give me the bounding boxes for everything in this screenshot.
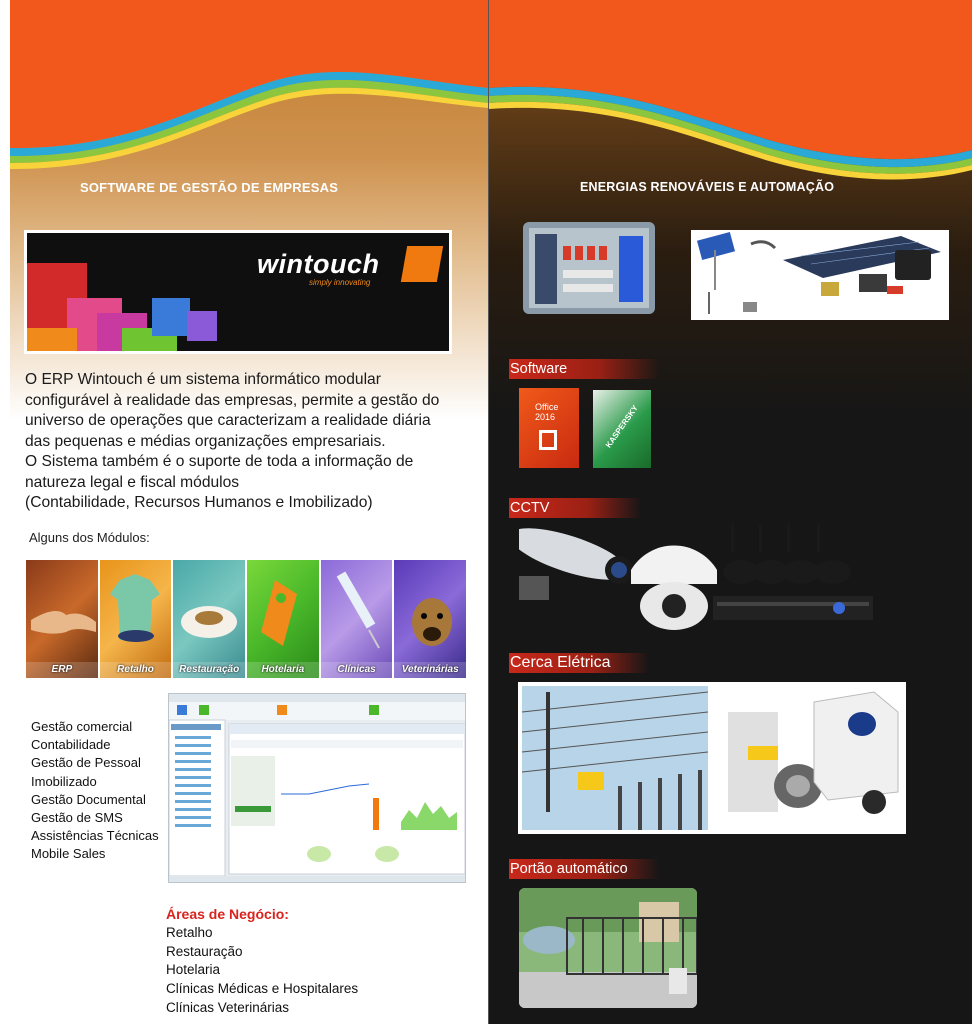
module-veterinarias (394, 560, 466, 678)
kaspersky-box (593, 390, 651, 468)
category-cctv: CCTV (509, 498, 641, 518)
business-area-item: Retalho (166, 925, 213, 940)
intro-text (25, 370, 487, 514)
business-areas-list (166, 924, 358, 1018)
category-software: Software (509, 359, 659, 379)
business-areas-title: Áreas de Negócio: (166, 906, 289, 922)
automatic-gate-photo (519, 888, 697, 1008)
software-screenshot (168, 693, 466, 883)
functions-list (31, 718, 159, 864)
brand-logo-square (401, 246, 443, 282)
electric-fence-photo (518, 682, 906, 834)
solar-equipment-photo (691, 230, 949, 320)
module-erp (26, 560, 98, 678)
intro-line: O ERP Wintouch é um sistema informático modular (25, 371, 381, 388)
function-item: Gestão de SMS (31, 810, 123, 826)
kaspersky-box-label: KASPERSKY (603, 403, 640, 450)
wintouch-banner (24, 230, 452, 354)
function-item: Gestão comercial (31, 719, 133, 734)
modules-label: Alguns dos Módulos: (29, 530, 150, 545)
module-caption: Hotelaria (247, 662, 319, 678)
handshake-icon (26, 560, 98, 660)
electrical-panel-illustration (523, 222, 655, 314)
category-electric-fence: Cerca Elétrica (509, 653, 649, 673)
category-automatic-gate: Portão automático (509, 859, 659, 879)
module-caption: Restauração (173, 662, 245, 678)
electric-fence-illustration (518, 682, 906, 834)
business-area-item: Clínicas Veterinárias (166, 999, 290, 1015)
module-caption: Retalho (100, 662, 172, 678)
module-caption: Clínicas (321, 662, 393, 678)
cubes-illustration (27, 233, 452, 354)
page-margin (0, 0, 10, 1024)
module-retalho (100, 560, 172, 678)
business-area-item: Hotelaria (166, 962, 221, 978)
right-panel (489, 0, 972, 1024)
automatic-gate-illustration (519, 888, 697, 1008)
software-screenshot-illustration (169, 694, 466, 883)
intro-line: configurável à realidade das empresas, permite a gestão do (25, 391, 440, 409)
intro-line: das pequenas e médias organizações empresariais. (25, 432, 386, 450)
wave-decoration-right (489, 0, 972, 190)
module-caption: ERP (26, 662, 98, 678)
module-hotelaria (247, 560, 319, 678)
solar-equipment-illustration (691, 230, 949, 320)
office-box-label: Office 2016 (535, 402, 559, 422)
brand-tagline: simply innovating (309, 278, 371, 287)
cctv-cameras-illustration (519, 524, 889, 639)
door-hanger-icon (247, 560, 319, 660)
modules-strip (26, 560, 466, 678)
function-item: Imobilizado (31, 773, 97, 789)
function-item: Gestão Documental (31, 791, 146, 807)
intro-line: natureza legal e fiscal módulos (25, 473, 240, 491)
brand-logo: wintouch (257, 249, 380, 279)
office-box (519, 388, 579, 468)
electrical-panel-photo (523, 222, 655, 314)
business-area-item: Restauração (166, 943, 243, 959)
business-area-item: Clínicas Médicas e Hospitalares (166, 981, 359, 997)
syringe-icon (321, 560, 393, 660)
intro-line: O Sistema também é o suporte de toda a informação de (25, 453, 414, 470)
office-logo-icon (539, 430, 557, 450)
shirt-icon (100, 560, 172, 660)
right-section-title: ENERGIAS RENOVÁVEIS E AUTOMAÇÃO (580, 180, 835, 194)
intro-line: universo de operações que caracterizam a realidade diária (25, 412, 431, 429)
module-caption: Veterinárias (394, 662, 466, 678)
dog-icon (394, 560, 466, 660)
left-section-title: SOFTWARE DE GESTÃO DE EMPRESAS (80, 180, 339, 195)
wave-decoration-left (10, 0, 488, 190)
left-panel (10, 0, 488, 1024)
module-clinicas (321, 560, 393, 678)
intro-line: (Contabilidade, Recursos Humanos e Imobilizado) (25, 494, 373, 511)
function-item: Assistências Técnicas (31, 828, 159, 844)
plate-icon (173, 560, 245, 660)
function-item: Mobile Sales (31, 846, 106, 862)
module-restauracao (173, 560, 245, 678)
function-item: Gestão de Pessoal (31, 755, 141, 771)
function-item: Contabilidade (31, 737, 111, 753)
